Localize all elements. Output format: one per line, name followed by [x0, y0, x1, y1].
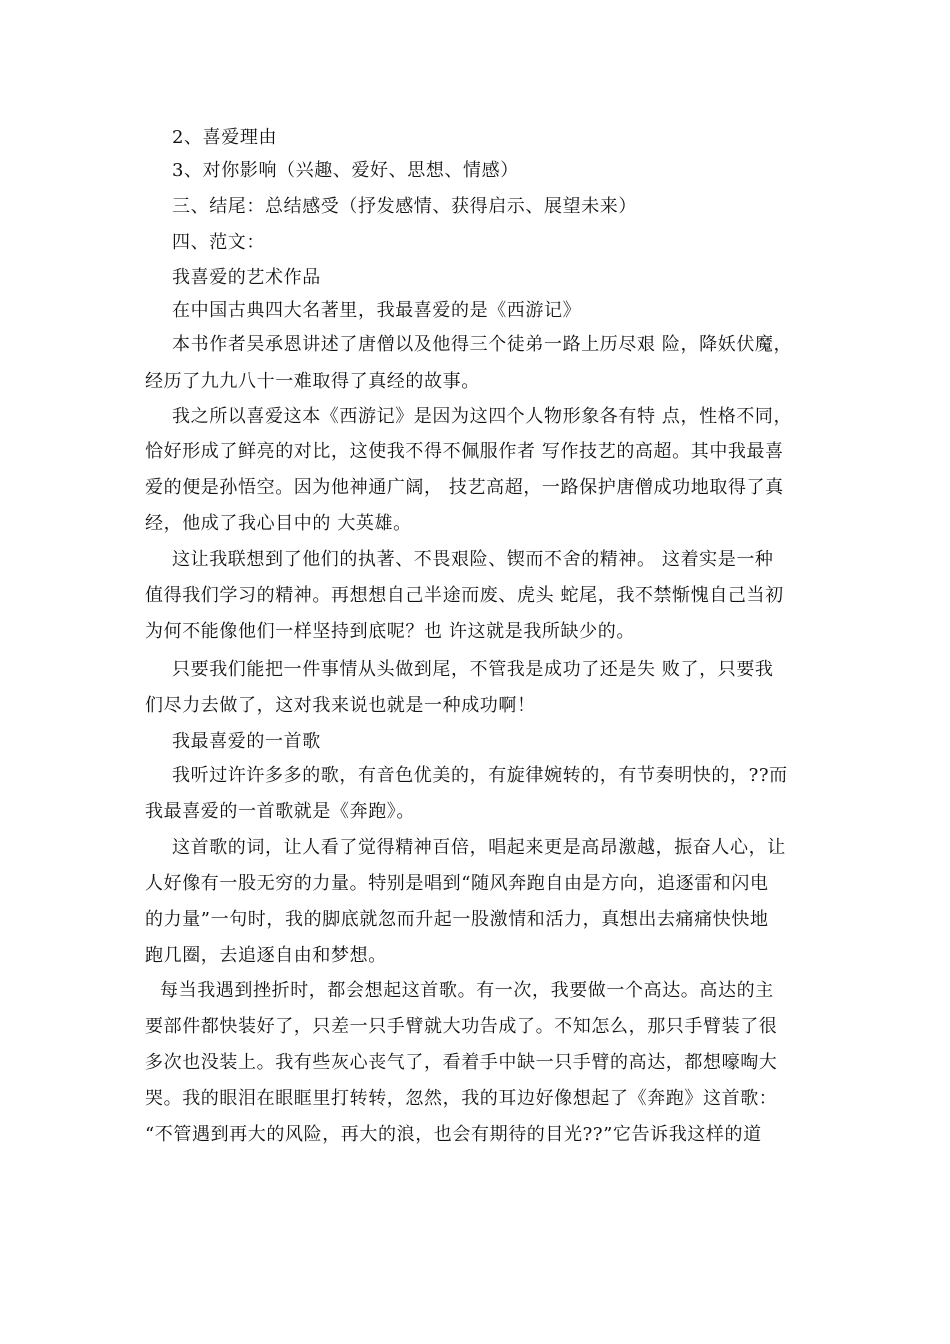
essay-title-art: 我喜爱的艺术作品	[172, 267, 321, 288]
essay-line: 跑几圈，去追逐自由和梦想。	[145, 945, 387, 966]
essay-line: 这让我联想到了他们的执著、不畏艰险、锲而不舍的精神。 这着实是一种	[172, 549, 774, 570]
essay-line: “不管遇到再大的风险，再大的浪，也会有期待的目光??”它告诉我这样的道	[145, 1124, 762, 1145]
essay-line: 只要我们能把一件事情从头做到尾，不管我是成功了还是失 败了，只要我	[172, 659, 774, 680]
essay-line: 的力量”一句时，我的脚底就忽而升起一股激情和活力，真想出去痛痛快快地	[145, 909, 769, 930]
essay-title-song: 我最喜爱的一首歌	[172, 731, 321, 752]
essay-line: 这首歌的词，让人看了觉得精神百倍，唱起来更是高昂激越，振奋人心，让	[172, 837, 786, 858]
essay-line: 值得我们学习的精神。再想想自己半途而废、虎头 蛇尾，我不禁惭愧自己当初	[145, 585, 784, 606]
essay-line: 我之所以喜爱这本《西游记》是因为这四个人物形象各有特 点，性格不同，	[172, 406, 793, 427]
essay-line: 每当我遇到挫折时，都会想起这首歌。有一次，我要做一个高达。高达的主	[160, 980, 774, 1001]
essay-line: 经历了九九八十一难取得了真经的故事。	[145, 371, 480, 392]
essay-line: 我最喜爱的一首歌就是《奔跑》。	[145, 801, 415, 822]
essay-line: 在中国古典四大名著里，我最喜爱的是《西游记》	[172, 300, 582, 321]
essay-line: 多次也没装上。我有些灰心丧气了，看着手中缺一只手臂的高达，都想嚎啕大	[145, 1052, 778, 1073]
outline-section-ending: 三、结尾：总结感受（抒发感情、获得启示、展望未来）	[172, 196, 637, 217]
essay-line: 要部件都快装好了，只差一只手臂就大功告成了。不知怎么，那只手臂装了很	[145, 1016, 778, 1037]
essay-line: 我听过许许多多的歌，有音色优美的，有旋律婉转的，有节奏明快的，??而	[172, 765, 788, 786]
essay-line: 人好像有一股无穷的力量。特别是唱到“随风奔跑自由是方向，追逐雷和闪电	[145, 873, 769, 894]
essay-line: 哭。我的眼泪在眼眶里打转转，忽然，我的耳边好像想起了《奔跑》这首歌：	[145, 1088, 778, 1109]
essay-line: 们尽力去做了，这对我来说也就是一种成功啊！	[145, 695, 536, 716]
essay-line: 为何不能像他们一样坚持到底呢？也 许这就是我所缺少的。	[145, 621, 635, 642]
essay-line: 经，他成了我心目中的 大英雄。	[145, 513, 412, 534]
outline-item-reason: 2、喜爱理由	[172, 127, 278, 148]
essay-line: 本书作者吴承恩讲述了唐僧以及他得三个徒弟一路上历尽艰 险，降妖伏魔，	[172, 334, 793, 355]
essay-line: 恰好形成了鲜亮的对比，这使我不得不佩服作者 写作技艺的高超。其中我最喜	[145, 441, 784, 462]
outline-section-examples: 四、范文：	[172, 232, 265, 253]
essay-line: 爱的便是孙悟空。因为他神通广阔， 技艺高超，一路保护唐僧成功地取得了真	[145, 477, 784, 498]
outline-item-influence: 3、对你影响（兴趣、爱好、思想、情感）	[172, 160, 519, 181]
